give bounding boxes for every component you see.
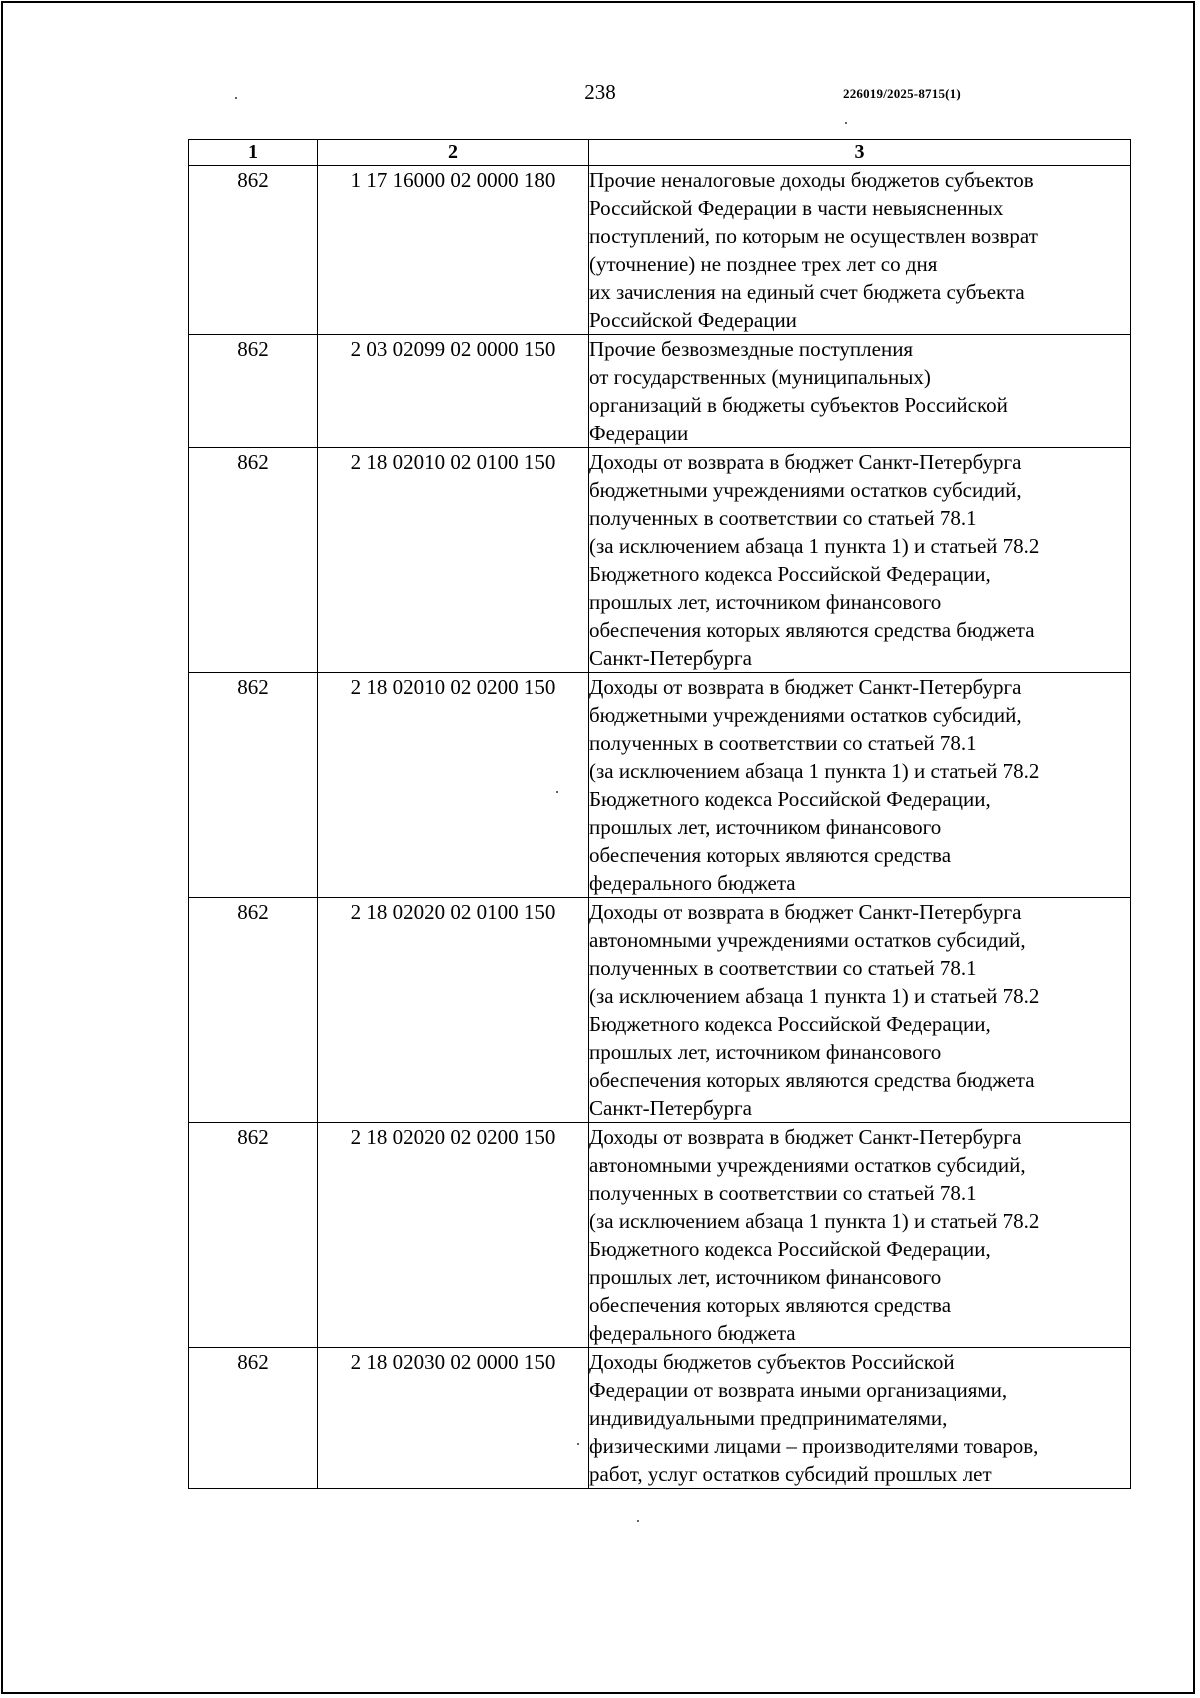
- description-line: Санкт-Петербурга: [589, 646, 752, 670]
- description-line: федерального бюджета: [589, 871, 796, 895]
- description-line: Доходы от возврата в бюджет Санкт-Петербурга: [589, 450, 1022, 474]
- description-line: Бюджетного кодекса Российской Федерации,: [589, 1237, 991, 1261]
- description-line: обеспечения которых являются средства: [589, 1293, 952, 1317]
- description-line: Доходы от возврата в бюджет Санкт-Петербурга: [589, 1125, 1022, 1149]
- admin-code-cell: 862: [189, 166, 318, 335]
- admin-code-cell: 862: [189, 448, 318, 673]
- description-line: автономными учреждениями остатков субсидий,: [589, 1153, 1026, 1177]
- description-line: Санкт-Петербурга: [589, 1096, 752, 1120]
- description-cell: [589, 673, 1131, 898]
- description-line: полученных в соответствии со статьей 78.1: [589, 731, 977, 755]
- scan-speck: [637, 1520, 639, 1522]
- description-cell: [589, 448, 1131, 673]
- budget-classification-code-cell: 2 18 02010 02 0100 150: [318, 448, 589, 673]
- budget-classification-code-cell: 2 18 02030 02 0000 150: [318, 1348, 589, 1489]
- description-line: обеспечения которых являются средства: [589, 843, 952, 867]
- table-row: [189, 673, 1131, 898]
- table-row: [189, 448, 1131, 673]
- description-line: физическими лицами – производителями товаров,: [589, 1434, 1039, 1458]
- admin-code-cell: 862: [189, 1348, 318, 1489]
- description-line: полученных в соответствии со статьей 78.1: [589, 1181, 977, 1205]
- budget-classification-code-cell: 2 03 02099 02 0000 150: [318, 335, 589, 448]
- description-line: организаций в бюджеты субъектов Российской: [589, 393, 1008, 417]
- description-cell: [589, 166, 1131, 335]
- description-cell: [589, 1348, 1131, 1489]
- table-row: [189, 335, 1131, 448]
- description-line: (за исключением абзаца 1 пункта 1) и статьей 78.2: [589, 984, 1040, 1008]
- description-line: Доходы от возврата в бюджет Санкт-Петербурга: [589, 900, 1022, 924]
- budget-classification-code-cell: 2 18 02020 02 0100 150: [318, 898, 589, 1123]
- description-line: прошлых лет, источником финансового: [589, 590, 942, 614]
- description-line: их зачисления на единый счет бюджета субъекта: [589, 280, 1025, 304]
- description-line: автономными учреждениями остатков субсидий,: [589, 928, 1026, 952]
- description-line: Российской Федерации в части невыясненных: [589, 196, 1004, 220]
- table-header-row: [189, 140, 1131, 166]
- description-line: Федерации от возврата иными организациями,: [589, 1378, 1008, 1402]
- table-row: [189, 1348, 1131, 1489]
- description-line: бюджетными учреждениями остатков субсидий,: [589, 478, 1022, 502]
- description-line: работ, услуг остатков субсидий прошлых лет: [589, 1462, 992, 1486]
- description-line: Прочие безвозмездные поступления: [589, 337, 914, 361]
- description-line: от государственных (муниципальных): [589, 365, 931, 389]
- description-line: обеспечения которых являются средства бюджета: [589, 1068, 1035, 1092]
- scan-speck: [235, 97, 237, 99]
- budget-classification-code-cell: 1 17 16000 02 0000 180: [318, 166, 589, 335]
- description-cell: [589, 1123, 1131, 1348]
- admin-code-cell: 862: [189, 898, 318, 1123]
- description-line: прошлых лет, источником финансового: [589, 815, 942, 839]
- description-line: полученных в соответствии со статьей 78.1: [589, 506, 977, 530]
- description-line: Прочие неналоговые доходы бюджетов субъектов: [589, 168, 1034, 192]
- column-header-3: 3: [589, 140, 1131, 166]
- description-line: (за исключением абзаца 1 пункта 1) и статьей 78.2: [589, 759, 1040, 783]
- description-line: (за исключением абзаца 1 пункта 1) и статьей 78.2: [589, 534, 1040, 558]
- description-line: поступлений, по которым не осуществлен возврат: [589, 224, 1038, 248]
- description-line: Доходы от возврата в бюджет Санкт-Петербурга: [589, 675, 1022, 699]
- description-line: Российской Федерации: [589, 308, 797, 332]
- document-id: 226019/2025-8715(1): [843, 86, 961, 101]
- description-line: прошлых лет, источником финансового: [589, 1265, 942, 1289]
- table-body: [189, 166, 1131, 1489]
- description-line: Бюджетного кодекса Российской Федерации,: [589, 1012, 991, 1036]
- description-line: федерального бюджета: [589, 1321, 796, 1345]
- description-line: (уточнение) не позднее трех лет со дня: [589, 252, 938, 276]
- description-line: Доходы бюджетов субъектов Российской: [589, 1350, 955, 1374]
- description-line: индивидуальными предпринимателями,: [589, 1406, 948, 1430]
- table-row: [189, 1123, 1131, 1348]
- admin-code-cell: 862: [189, 673, 318, 898]
- budget-classification-code-cell: 2 18 02010 02 0200 150: [318, 673, 589, 898]
- admin-code-cell: 862: [189, 1123, 318, 1348]
- admin-code-cell: 862: [189, 335, 318, 448]
- table-row: [189, 166, 1131, 335]
- table-row: [189, 898, 1131, 1123]
- description-line: обеспечения которых являются средства бюджета: [589, 618, 1035, 642]
- description-line: (за исключением абзаца 1 пункта 1) и статьей 78.2: [589, 1209, 1040, 1233]
- budget-classification-code-cell: 2 18 02020 02 0200 150: [318, 1123, 589, 1348]
- column-header-2: 2: [318, 140, 589, 166]
- page-number: 238: [584, 80, 616, 104]
- description-line: прошлых лет, источником финансового: [589, 1040, 942, 1064]
- column-header-1: 1: [189, 140, 318, 166]
- revenue-codes-table: [188, 139, 1131, 1489]
- scan-speck: [845, 122, 847, 124]
- description-line: Бюджетного кодекса Российской Федерации,: [589, 562, 991, 586]
- description-line: Федерации: [589, 421, 689, 445]
- description-cell: [589, 898, 1131, 1123]
- description-line: бюджетными учреждениями остатков субсидий,: [589, 703, 1022, 727]
- description-line: Бюджетного кодекса Российской Федерации,: [589, 787, 991, 811]
- description-line: полученных в соответствии со статьей 78.1: [589, 956, 977, 980]
- description-cell: [589, 335, 1131, 448]
